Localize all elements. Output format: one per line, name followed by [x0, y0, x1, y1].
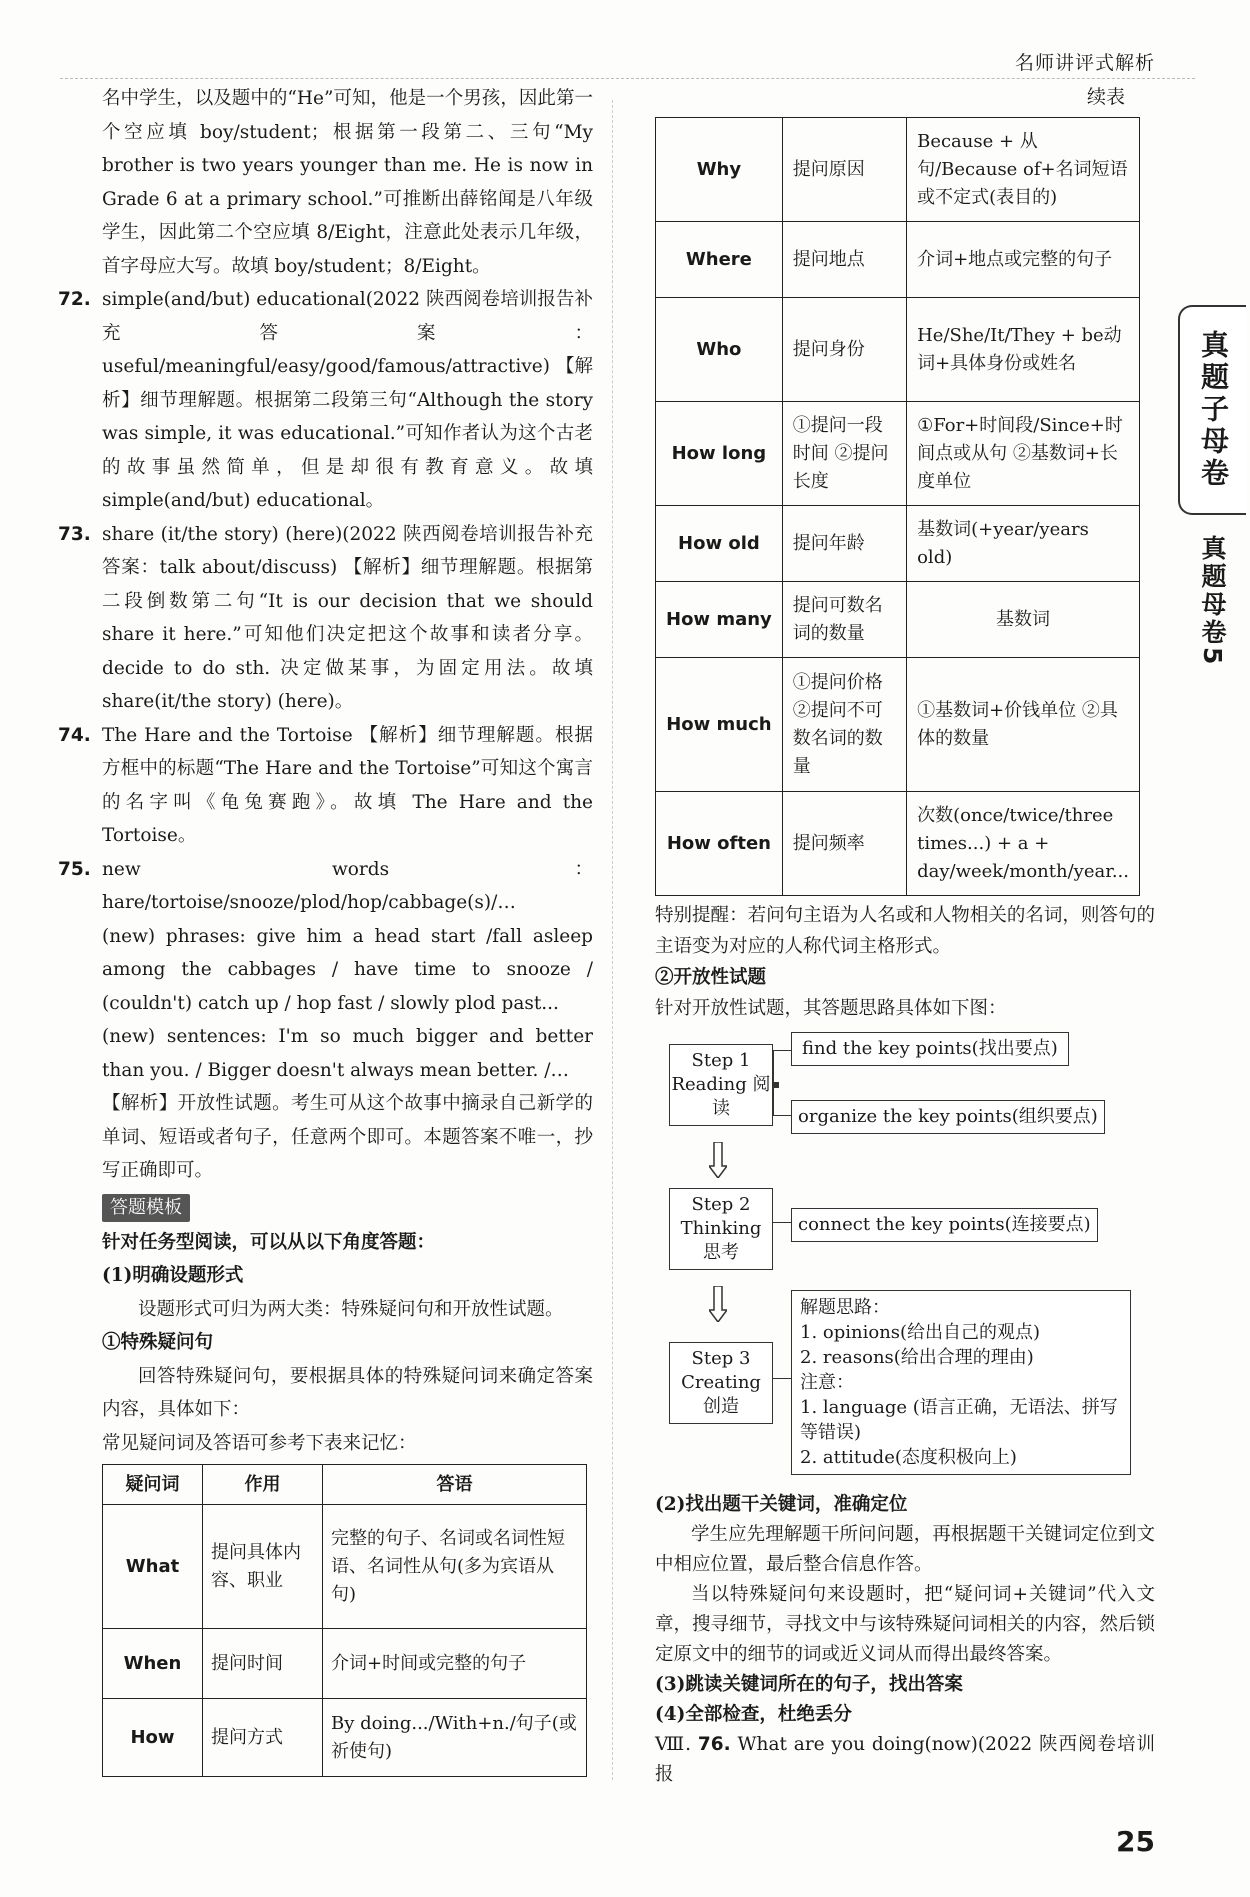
- table-cell: Where: [656, 222, 783, 298]
- table-cell: 提问年龄: [782, 506, 906, 582]
- table-cell: 基数词(+year/years old): [907, 506, 1140, 582]
- table-cell: How old: [656, 506, 783, 582]
- table-cell: 介词+地点或完整的句子: [907, 222, 1140, 298]
- table-cell: 完整的句子、名词或名词性短语、名词性从句(多为宾语从句): [323, 1505, 587, 1629]
- table-cell: How: [103, 1699, 203, 1777]
- right-column: [655, 82, 1155, 1390]
- table-cell: 提问可数名词的数量: [782, 582, 906, 658]
- table-cell: ①基数词+价钱单位 ②具体的数量: [907, 658, 1140, 792]
- table-cell: Because + 从句/Because of+名词短语或不定式(表目的): [907, 118, 1140, 222]
- side-tab-primary: [1178, 305, 1246, 515]
- step-2-connect-box: connect the key points(连接要点): [791, 1208, 1098, 1242]
- table-cell: 提问时间: [203, 1629, 323, 1699]
- item-71-continued: 名中学生，以及题中的“He”可知，他是一个男孩，因此第一个空应填 boy/student；根据第一段第二、三句“My brother is two years younger than me. He is now in Grade 6 at a primary school.”可推断出薛铭闻是八年级学生，因此第二个空应填 8/Eight，注意此处表示几年级，首字母应大写。故填 boy/student；8/Eight。: [102, 88, 593, 277]
- table-cell: 介词+时间或完整的句子: [323, 1629, 587, 1699]
- table-row: [656, 402, 1140, 506]
- notes-line: 注意：: [800, 1372, 854, 1393]
- step-heading-3: (3)跳读关键词所在的句子，找出答案: [655, 1674, 963, 1695]
- template-intro: 针对任务型阅读，可以从以下角度答题：: [102, 1231, 436, 1253]
- item-text: What are you doing(now)(2022 陕西阅卷培训报: [655, 1734, 1155, 1785]
- item-75-sentences: (new) sentences: I'm so much bigger and better than you. / Bigger doesn't always mean better. /…: [102, 1026, 593, 1081]
- item-text: share (it/the story) (here)(2022 陕西阅卷培训报告补充答案：talk about/discuss) 【解析】细节理解题。根据第二段倒数第二句“It is our decision that we should share it here.”可知他们决定把这个故事和读者分享。decide to do sth. 决定做某事，为固定用法。故填 share(it/the story) (here)。: [102, 523, 593, 712]
- table-header-cell: 作用: [203, 1465, 323, 1505]
- step-1-find-box: find the key points(找出要点): [791, 1032, 1069, 1066]
- step-2-connector: [773, 1222, 791, 1223]
- step-1-joint: [773, 1082, 779, 1088]
- running-header: 名师讲评式解析: [1014, 52, 1155, 74]
- item-text: The Hare and the Tortoise 【解析】细节理解题。根据方框中的标题“The Hare and the Tortoise”可知这个寓言的名字叫《龟兔赛跑》。故填 The Hare and the Tortoise。: [102, 724, 593, 846]
- table-row: [103, 1629, 587, 1699]
- item-number: 75.: [58, 858, 91, 880]
- table-cell: 提问原因: [782, 118, 906, 222]
- step-1-organize-box: organize the key points(组织要点): [791, 1100, 1105, 1134]
- table-cell: 提问具体内容、职业: [203, 1505, 323, 1629]
- table-row: [656, 792, 1140, 896]
- table-cell: ①提问一段时间 ②提问长度: [782, 402, 906, 506]
- step-heading-2: (2)找出题干关键词，准确定位: [655, 1494, 908, 1515]
- table-row: [103, 1699, 587, 1777]
- step-heading-4: (4)全部检查，杜绝丢分: [655, 1704, 852, 1725]
- table-cell: 基数词: [907, 582, 1140, 658]
- answer-item-75: [58, 853, 593, 920]
- table-cell: 提问身份: [782, 298, 906, 402]
- table-row: [103, 1505, 587, 1629]
- table-header-row: [103, 1465, 587, 1505]
- table-header-cell: 答语: [323, 1465, 587, 1505]
- right-column-lower: [655, 1490, 1155, 1790]
- notes-line: 2. reasons(给出合理的理由): [800, 1347, 1034, 1368]
- table-cell: 提问方式: [203, 1699, 323, 1777]
- table-cell: How long: [656, 402, 783, 506]
- template-text-2: 回答特殊疑问句，要根据具体的特殊疑问词来确定答案内容，具体如下：: [102, 1365, 593, 1420]
- step-3-box: Step 3 Creating 创造: [669, 1342, 773, 1424]
- answer-item-76: [655, 1730, 1155, 1790]
- step-text-2: 学生应先理解题干所问问题，再根据题干关键词定位到文中相应位置，最后整合信息作答。: [655, 1524, 1155, 1575]
- side-tab: [1178, 305, 1250, 681]
- header-rule: [60, 78, 1195, 79]
- template-text-1: 设题形式可归为两大类：特殊疑问句和开放性试题。: [138, 1298, 564, 1320]
- step-3-notes-box: [791, 1290, 1131, 1475]
- item-number: 73.: [58, 523, 91, 545]
- question-word-table-continued: [655, 117, 1140, 896]
- left-column: [58, 82, 593, 1777]
- step-3-connector: [773, 1378, 791, 1379]
- answer-item-73: [58, 518, 593, 719]
- table-row: [656, 118, 1140, 222]
- table-cell: By doing.../With+n./句子(或祈使句): [323, 1699, 587, 1777]
- table-row: [656, 298, 1140, 402]
- step-1-box: Step 1 Reading 阅读: [669, 1044, 773, 1126]
- page-number: 25: [1116, 1825, 1155, 1858]
- table-header-cell: 疑问词: [103, 1465, 203, 1505]
- item-75-phrases: (new) phrases: give him a head start /fall asleep among the cabbages / have time to snooze / (couldn't) catch up / hop fast / slowly plod past...: [102, 925, 593, 1014]
- side-tab-secondary-label: 真题母卷5: [1198, 534, 1227, 668]
- answer-item-74: [58, 719, 593, 853]
- side-tab-secondary: [1178, 521, 1246, 681]
- notes-line: 1. language (语言正确，无语法、拼写等错误): [800, 1397, 1118, 1443]
- notes-line: 2. attitude(态度积极向上): [800, 1447, 1017, 1468]
- table-cell: How many: [656, 582, 783, 658]
- table-cell: How much: [656, 658, 783, 792]
- down-arrow-icon: [709, 1142, 727, 1178]
- template-heading-special: ①特殊疑问句: [102, 1332, 214, 1353]
- template-heading-1: (1)明确设题形式: [102, 1265, 244, 1286]
- item-number: 76.: [697, 1734, 731, 1755]
- table-cell: What: [103, 1505, 203, 1629]
- question-word-table: [102, 1464, 587, 1777]
- notes-line: 解题思路：: [800, 1297, 890, 1318]
- section-roman: Ⅷ.: [655, 1734, 692, 1755]
- item-number: 72.: [58, 289, 91, 310]
- table-cell: 次数(once/twice/three times...) + a + day/week/month/year...: [907, 792, 1140, 896]
- table-row: [656, 582, 1140, 658]
- step-2-box: Step 2 Thinking 思考: [669, 1188, 773, 1270]
- open-question-heading: ②开放性试题: [655, 967, 767, 988]
- side-tab-primary-label: 真题子母卷: [1197, 330, 1230, 490]
- item-number: 74.: [58, 724, 91, 746]
- column-divider: [612, 100, 613, 1780]
- special-note: 特别提醒：若问句主语为人名或和人物相关的名词，则答句的主语变为对应的人称代词主格形式。: [655, 905, 1155, 957]
- table-cell: ①提问价格 ②提问不可数名词的数量: [782, 658, 906, 792]
- answer-item-72: [58, 283, 593, 518]
- step-text-2b: 当以特殊疑问句来设题时，把“疑问词+关键词”代入文章，搜寻细节，寻找文中与该特殊疑问词相关的内容，然后锁定原文中的细节的词或近义词从而得出最终答案。: [655, 1584, 1155, 1665]
- item-75-analysis: 【解析】开放性试题。考生可从这个故事中摘录自己新学的单词、短语或者句子，任意两个即可。本题答案不唯一，抄写正确即可。: [102, 1093, 593, 1181]
- table-continued-label: 续表: [1086, 86, 1125, 108]
- table-cell: 提问地点: [782, 222, 906, 298]
- table-cell: He/She/It/They + be动词+具体身份或姓名: [907, 298, 1140, 402]
- template-tag: 答题模板: [102, 1194, 190, 1222]
- table-row: [656, 222, 1140, 298]
- table-row: [656, 506, 1140, 582]
- table-cell: Why: [656, 118, 783, 222]
- open-question-intro: 针对开放性试题，其答题思路具体如下图：: [655, 998, 1007, 1019]
- down-arrow-icon: [709, 1286, 727, 1322]
- table-cell: Who: [656, 298, 783, 402]
- table-cell: How often: [656, 792, 783, 896]
- table-row: [656, 658, 1140, 792]
- table-cell: 提问频率: [782, 792, 906, 896]
- item-text: new words：hare/tortoise/snooze/plod/hop/cabbage(s)/…: [102, 858, 593, 913]
- table-cell: When: [103, 1629, 203, 1699]
- notes-line: 1. opinions(给出自己的观点): [800, 1322, 1041, 1343]
- template-text-3: 常见疑问词及答语可参考下表来记忆：: [102, 1432, 417, 1454]
- table-cell: ①For+时间段/Since+时间点或从句 ②基数词+长度单位: [907, 402, 1140, 506]
- item-text: simple(and/but) educational(2022 陕西阅卷培训报告补充答案：useful/meaningful/easy/good/famous/attractive) 【解析】细节理解题。根据第二段第三句“Although the story was simple, it was educational.”可知作者认为这个古老的故事虽然简单，但是却很有教育意义。故填 simple(and/but) educational。: [102, 289, 593, 511]
